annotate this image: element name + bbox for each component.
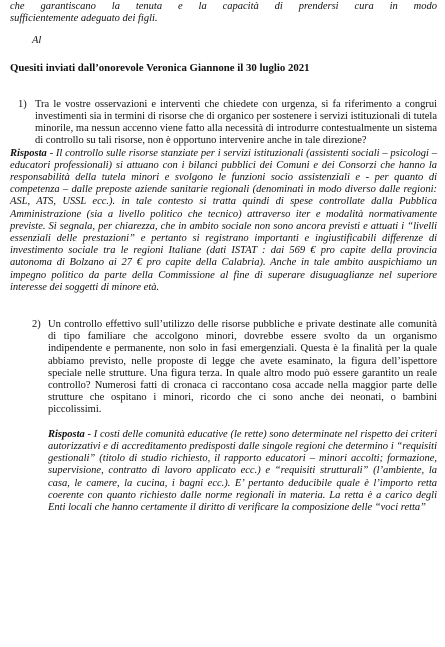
al-label: Al xyxy=(32,35,42,47)
intro-line-1: che garantiscano la tenuta e la capacità di prendersi cura in modo xyxy=(10,1,437,12)
answer-1-label: Risposta xyxy=(10,147,47,159)
question-1-text: Tra le vostre osservazioni e interventi che chiedete con urgenza, si fa riferimento a congrui investimenti sia in termini di risorse che di organico per sostenere i servizi istituzionali di tutela minorile, ma nessun accenno viene fatto alla necessità di introdurre contestualmente un sistema di controllo su tali risorse, non è opportuno intervenire anche in tale direzione? xyxy=(35,98,437,147)
question-1-number: 1) xyxy=(18,98,27,110)
answer-2-label: Risposta xyxy=(48,428,85,440)
question-1 xyxy=(10,99,437,148)
answer-1-text: - Il controllo sulle risorse stanziate per i servizi istituzionali (assistenti sociali – psicologi – educatori professionali) si attuano con i bilanci pubblici dei Comuni e dei Consorzi che hanno la responsabilità della tutela minori e svolgono le funzioni socio assistenziali e - per quanto di competenza – dalle preposte aziende sanitarie regionali (denominati in modo diverso dalle regioni: ASL, ATS, USSL ecc.). in tale contesto si tratta quindi di spese controllate dalla Pubblica Amministrazione (sia a livello politico che tecnico) attraverso iter e modalità normativamente previste. Si segnala, per chiarezza, che in ambito sociale non sono ancora previsti e attuati i “livelli essenziali delle prestazioni” e pertanto si registrano importanti e ingiustificabili differenze di investimento sociale tra le regioni Italiane (dati ISTAT : dai 569 € pro capite della provincia autonoma di Bolzano ai 27 € pro capite della Calabria). Anche in tale ambito auspichiamo un impegno politico da parte della Commissione al fine di superare disuguaglianze nel superiore interesse dei soggetti di minore età. xyxy=(10,147,437,293)
intro-line-2: sufficientemente adeguato dei figli. xyxy=(10,13,158,25)
section-heading: Quesiti inviati dall’onorevole Veronica Giannone il 30 luglio 2021 xyxy=(10,61,310,74)
question-2-number: 2) xyxy=(32,319,41,331)
answer-2-text: - I costi delle comunità educative (le rette) sono determinate nel rispetto dei criteri autorizzativi e di accreditamento predisposti dalle singole regioni che determino i “requisiti gestionali” (titolo di studio richiesto, il rapporto educatori – minori accolti; formazione, supervisione, contratto di lavoro applicato ecc.) e “requisiti strutturali” (l’ambiente, la casa, le camere, la cucina, i bagni ecc.). E’ pertanto deducibile quale è l’importo retta coerente con quanto richiesto dalle norme regionali in materia. La retta è a carico degli Enti locali che hanno certamente il diritto di verificare la composizione delle “voci retta” xyxy=(48,428,437,513)
question-2-text: Un controllo effettivo sull’utilizzo delle risorse pubbliche e private destinate alle comunità di tipo familiare che accolgono minori, dovrebbe essere svolto da un organismo indipendente e permanente, non solo in fasi emergenziali. Questa è la finalità per la quale abbiamo previsto, nelle proposte di legge che avete esaminato, la figura dell’ispettore speciale nelle strutture. Una figura terza. In quale altro modo può essere garantito un reale controllo? Numerosi fatti di cronaca ci raccontano cosa accade nella maggior parte delle strutture che ospitano i minori, ricordo che ci sono anche dei neonati, o bambini piccolissimi. xyxy=(48,319,437,416)
question-2 xyxy=(10,319,437,417)
answer-2 xyxy=(48,429,437,514)
intro-paragraph xyxy=(10,1,437,25)
answer-1 xyxy=(10,148,437,294)
